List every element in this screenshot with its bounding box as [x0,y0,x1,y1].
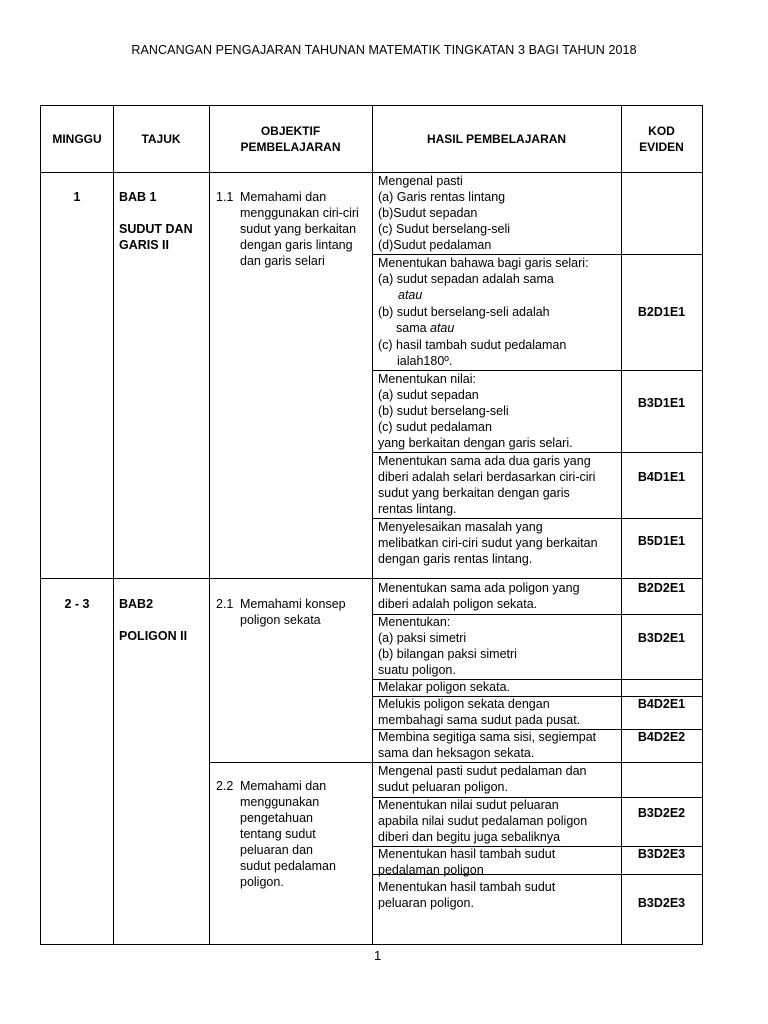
topic-line: GARIS II [119,238,170,252]
outcome-line: Mengenal pasti [378,174,463,188]
outcome-line: yang berkaitan dengan garis selari. [378,436,573,450]
objective-line: sudut pedalaman [240,859,336,873]
evidence-code: B3D1E1 [637,396,686,410]
outcome-line: pedalaman poligon [378,863,484,877]
outcome-line: (a) sudut sepadan [378,388,479,402]
outcome-line: Menentukan nilai sudut peluaran [378,798,559,812]
outcome-line: (b) sudut berselang-seli [378,404,509,418]
evidence-code: B4D1E1 [637,470,686,484]
objective-line: Memahami dan [240,190,327,204]
outcome-line: (c) Sudut berselang-seli [378,222,511,236]
evidence-code: B2D1E1 [637,305,686,319]
outcome-line: Mengenal pasti sudut pedalaman dan [378,764,587,778]
outcome-line: Menentukan nilai: [378,372,476,386]
outcome-line: Menentukan: [378,615,451,629]
outcome-line: melibatkan ciri-ciri sudut yang berkaitan [378,536,598,550]
outcome-line: ialah180º. [397,354,453,368]
objective-line: Memahami dan [240,779,327,793]
outcome-line: sudut peluaran poligon. [378,780,508,794]
objective-line: menggunakan ciri-ciri [240,206,359,220]
header-hasil: HASIL PEMBELAJARAN [426,132,567,146]
outcome-line: Menentukan hasil tambah sudut [378,880,556,894]
evidence-code: B4D2E1 [637,697,686,711]
outcome-line: peluaran poligon. [378,896,474,910]
outcome-line: rentas lintang. [378,502,457,516]
header-objektif-line2: PEMBELAJARAN [240,140,341,154]
outcome-line: diberi dan begitu juga sebaliknya [378,830,561,844]
outcome-line: dengan garis rentas lintang. [378,552,533,566]
evidence-code: B3D2E3 [637,896,686,910]
outcome-line: (a) sudut sepadan adalah sama [378,272,554,286]
header-tajuk: TAJUK [141,132,181,146]
topic-line: BAB2 [119,597,154,611]
outcome-line: Menentukan hasil tambah sudut [378,847,556,861]
evidence-code: B3D2E3 [637,847,686,861]
column-divider [113,106,114,944]
objective-line: sudut yang berkaitan [240,222,357,236]
outcome-line: atau [398,288,423,302]
evidence-code: B3D2E1 [637,631,686,645]
objective-number: 2.1 [216,597,234,611]
outcome-line: suatu poligon. [378,663,456,677]
topic-line: BAB 1 [119,190,157,204]
header-objektif-line1: OBJEKTIF [260,124,321,138]
objective-line: poligon. [240,875,284,889]
outcome-line: membahagi sama sudut pada pusat. [378,713,581,727]
outcome-line: (b) bilangan paksi simetri [378,647,517,661]
header-kod-line2: EVIDEN [639,140,684,154]
outcome-line: (c) sudut pedalaman [378,420,492,434]
outcome-line: (c) hasil tambah sudut pedalaman [378,338,567,352]
outcome-line: apabila nilai sudut pedalaman poligon [378,814,588,828]
outcome-line: sama dan heksagon sekata. [378,746,535,760]
objective-number: 2.2 [216,779,234,793]
week-cell: 2 - 3 [64,597,90,611]
week-cell: 1 [73,190,81,204]
evidence-code: B3D2E2 [637,806,686,820]
outcome-line: diberi adalah selari berdasarkan ciri-ciri [378,470,596,484]
outcome-line: sama [396,321,427,335]
outcome-line: (a) paksi simetri [378,631,467,645]
objective-line: pengetahuan [240,811,313,825]
objective-line: poligon sekata [240,613,321,627]
objective-line: dengan garis lintang [240,238,353,252]
outcome-line: (d)Sudut pedalaman [378,238,492,252]
evidence-code: B2D2E1 [637,581,686,595]
column-divider [372,106,373,944]
column-divider [209,106,210,944]
objective-line: dan garis selari [240,254,325,268]
outcome-line: (b)Sudut sepadan [378,206,478,220]
outcome-line: Menentukan bahawa bagi garis selari: [378,256,589,270]
topic-line: POLIGON II [119,629,188,643]
objective-line: Memahami konsep [240,597,346,611]
outcome-line: sudut yang berkaitan dengan garis [378,486,570,500]
outcome-line: (b) sudut berselang-seli adalah [378,305,550,319]
objective-number: 1.1 [216,190,234,204]
outcome-line: atau [430,321,455,335]
evidence-code: B5D1E1 [637,534,686,548]
header-minggu: MINGGU [52,132,102,146]
outcome-line: Melakar poligon sekata. [378,680,511,694]
outcome-line: Menentukan sama ada dua garis yang [378,454,591,468]
outcome-line: Menyelesaikan masalah yang [378,520,543,534]
lesson-plan-table [40,105,703,945]
row-divider [41,578,702,579]
objective-line: menggunakan [240,795,320,809]
outcome-line: Membina segitiga sama sisi, segiempat [378,730,597,744]
topic-line: SUDUT DAN [119,222,193,236]
header-kod-line1: KOD [648,124,675,138]
evidence-code: B4D2E2 [637,730,686,744]
outcome-line: Melukis poligon sekata dengan [378,697,550,711]
objective-line: tentang sudut [240,827,316,841]
page-number: 1 [374,948,382,963]
outcome-line: Menentukan sama ada poligon yang [378,581,580,595]
outcome-line: (a) Garis rentas lintang [378,190,506,204]
outcome-line: diberi adalah poligon sekata. [378,597,538,611]
objective-line: peluaran dan [240,843,313,857]
document-title: RANCANGAN PENGAJARAN TAHUNAN MATEMATIK TINGKATAN 3 BAGI TAHUN 2018 [131,43,637,57]
row-divider [41,172,702,173]
